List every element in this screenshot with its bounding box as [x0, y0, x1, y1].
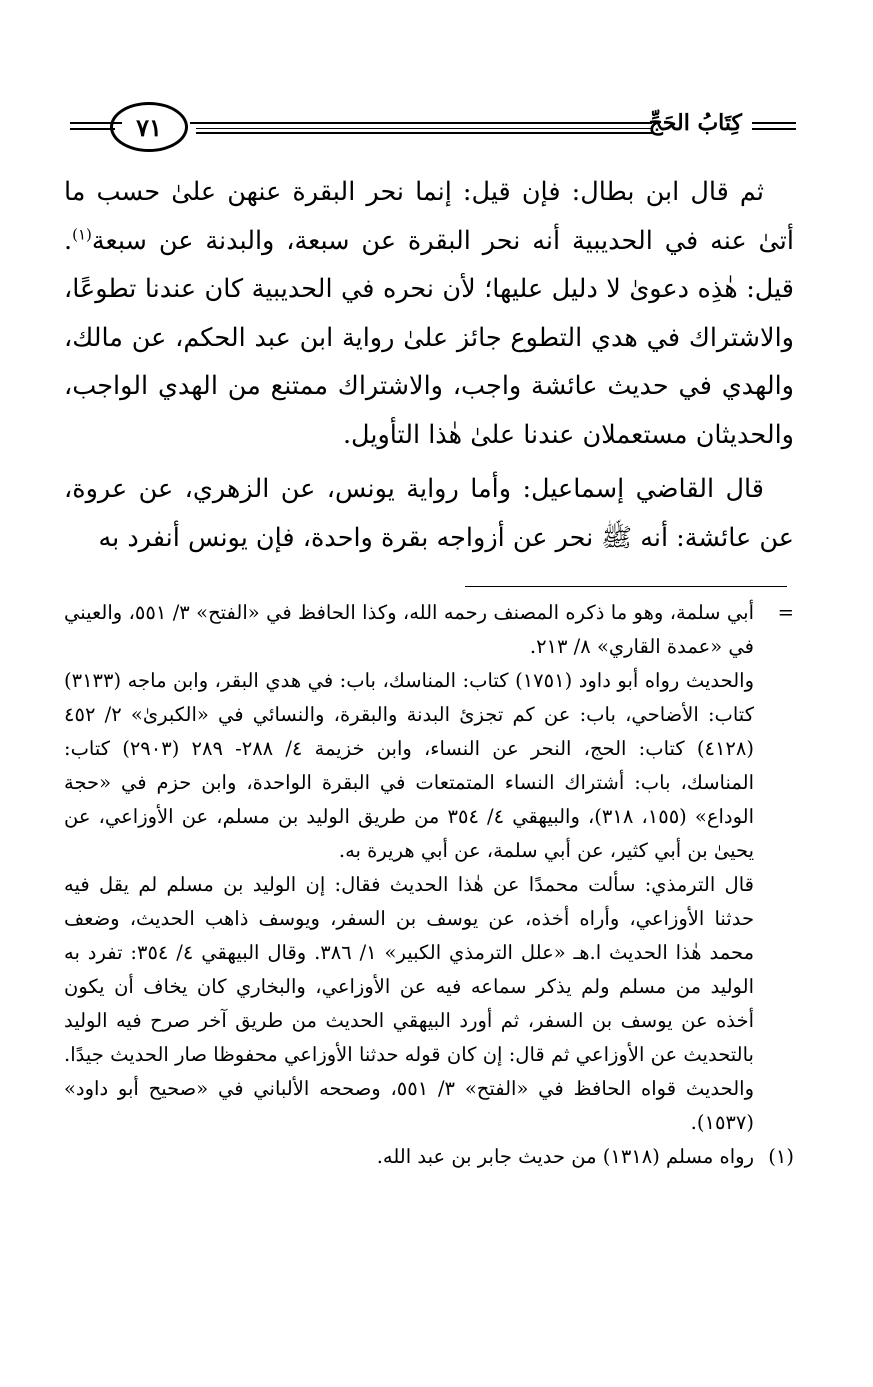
continuation-marker: =	[777, 601, 794, 624]
main-text	[64, 168, 794, 562]
main-paragraph	[64, 168, 794, 459]
footnotes	[64, 596, 794, 1174]
header-rule	[196, 132, 652, 134]
footnote-1	[64, 1140, 794, 1174]
page-number: ٧١	[110, 102, 188, 152]
header-rule	[752, 128, 796, 130]
footnote-reference: (١)	[72, 225, 92, 243]
main-paragraph-text: . قيل: هٰذِه دعوىٰ لا دليل عليها؛ لأن نحره في الحديبية كان عندنا تطوعًا، والاشتراك في هدي التطوع جائز علىٰ رواية ابن عبد الحكم، عن مالك، والهدي في حديث عائشة واجب، والاشتراك ممتنع من الهدي الواجب، والحديثان مستعملان عندنا علىٰ هٰذا التأويل.	[64, 225, 794, 450]
footnote-text: رواه مسلم (١٣١٨) من حديث جابر بن عبد الله.	[376, 1145, 754, 1168]
main-paragraph-text: ثم قال ابن بطال: فإن قيل: إنما نحر البقرة عنهن علىٰ حسب ما أتىٰ عنه في الحديبية أنه نحر البقرة عن سبعة، والبدنة عن سبعة	[64, 177, 794, 256]
header-rule	[196, 128, 652, 129]
footnote-paragraph	[64, 868, 794, 1140]
header-rule	[752, 122, 796, 124]
footnote-text: والحديث رواه أبو داود (١٧٥١) كتاب: المناسك، باب: في هدي البقر، وابن ماجه (٣١٣٣) كتاب: الأضاحي، باب: عن كم تجزئ البدنة والبقرة، والنسائي في «الكبرىٰ» ٢/ ٤٥٢ (٤١٢٨) كتاب: الحج، النحر عن النساء، وابن خزيمة ٤/ ٢٨٨- ٢٨٩ (٢٩٠٣) كتاب: المناسك، باب: أشتراك النساء المتمتعات في البقرة الواحدة، وابن حزم في «حجة الوداع» (١٥٥، ٣١٨)، والبيهقي ٤/ ٣٥٤ من طريق الوليد بن مسلم، عن الأوزاعي، عن يحيىٰ بن أبي كثير، عن أبي سلمة، عن أبي هريرة به.	[64, 669, 754, 862]
footnote-text: قال الترمذي: سألت محمدًا عن هٰذا الحديث فقال: إن الوليد بن مسلم لم يقل فيه حدثنا الأوزاعي، وأراه أخذه، عن يوسف بن السفر، ويوسف ذاهب الحديث، وضعف محمد هٰذا الحديث ا.هـ «علل الترمذي الكبير» ١/ ٣٨٦. وقال البيهقي ٤/ ٣٥٤: تفرد به الوليد من مسلم ولم يذكر سماعه فيه عن الأوزاعي، والبخاري كان يخاف أن يكون أخذه عن يوسف بن السفر، ثم أورد البيهقي الحديث من طريق آخر صرح فيه الوليد بالتحديث عن الأوزاعي ثم قال: إن كان قوله حدثنا الأوزاعي محفوظا صار الحديث جيدًا. والحديث قواه الحافظ في «الفتح» ٣/ ٥٥١، وصححه الألباني في «صحيح أبو داود» (١٥٣٧).	[64, 873, 755, 1134]
header-rule	[70, 128, 115, 130]
footnote-text: أبي سلمة، وهو ما ذكره المصنف رحمه الله، وكذا الحافظ في «الفتح» ٣/ ٥٥١، والعيني في «عمدة القاري» ٨/ ٢١٣.	[64, 601, 754, 658]
footnote-separator	[465, 586, 787, 587]
main-paragraph: قال القاضي إسماعيل: وأما رواية يونس، عن الزهري، عن عروة، عن عائشة: أنه ﷺ نحر عن أزواجه بقرة واحدة، فإن يونس أنفرد به	[64, 474, 794, 553]
footnote-continuation	[64, 596, 794, 664]
running-title: كِتَابُ الحَجِّ	[648, 110, 742, 136]
footnote-paragraph	[64, 664, 794, 868]
header-rule	[190, 122, 652, 124]
page-header	[70, 100, 796, 160]
footnote-number: (١)	[768, 1145, 794, 1168]
